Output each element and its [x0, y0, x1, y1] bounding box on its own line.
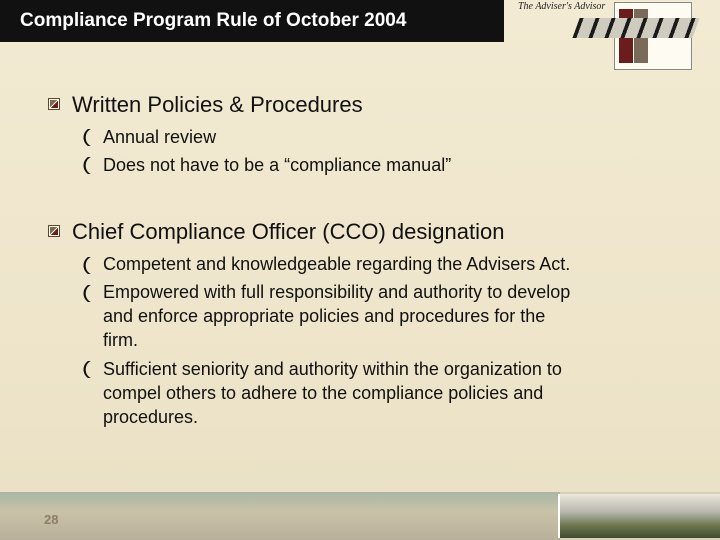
- sub-bullet-icon: [82, 361, 91, 378]
- list-item-line: Empowered with full responsibility and authority to develop: [103, 282, 571, 302]
- list-item: Does not have to be a “compliance manual”: [103, 155, 452, 175]
- section-heading: Chief Compliance Officer (CCO) designation: [72, 219, 505, 244]
- list-item-line: firm.: [103, 330, 138, 350]
- slide-title: Compliance Program Rule of October 2004: [20, 10, 407, 31]
- sub-bullet-icon: [82, 129, 91, 146]
- sub-bullet-icon: [82, 157, 91, 174]
- footer-newspaper-image: [0, 492, 560, 540]
- list-item-line: Sufficient seniority and authority within the organization to: [103, 359, 562, 379]
- list-item-line: procedures.: [103, 407, 199, 427]
- section-heading: Written Policies & Procedures: [72, 92, 363, 117]
- footer-banner: [0, 492, 720, 540]
- tagline: The Adviser's Advisor: [518, 1, 606, 12]
- section-bullet-icon: [48, 225, 60, 237]
- list-item: Competent and knowledgeable regarding the Advisers Act.: [103, 254, 571, 274]
- section-bullet-icon: [48, 98, 60, 110]
- page-number: 28: [44, 512, 59, 527]
- footer-photo-detail: [572, 18, 699, 38]
- sub-bullet-icon: [82, 257, 91, 274]
- list-item-line: compel others to adhere to the compliance policies and: [103, 383, 544, 403]
- footer-photo: [558, 494, 720, 538]
- list-item-line: and enforce appropriate policies and procedures for the: [103, 306, 546, 326]
- list-item: Annual review: [103, 127, 217, 147]
- sub-bullet-icon: [82, 285, 91, 302]
